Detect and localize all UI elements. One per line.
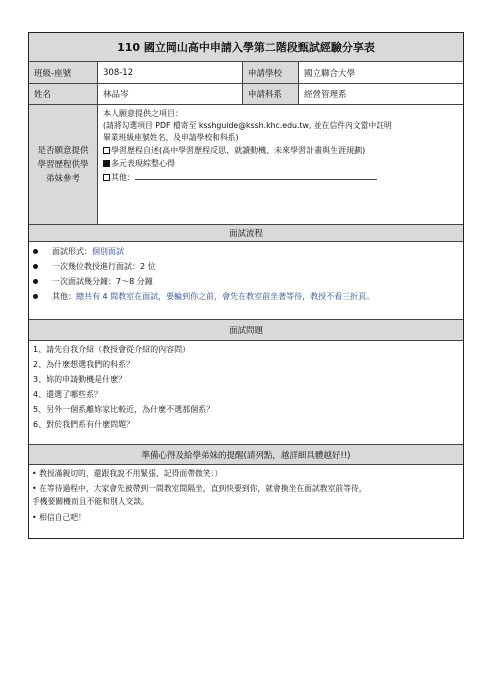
process-item-value: 7～8 分鐘: [116, 277, 153, 286]
tips-header-row: [29, 445, 463, 465]
option-learning-reflection-label: 學習歷程自述(高中學習歷程反思、就讀動機、未來學習計畫與生涯規劃): [111, 146, 366, 155]
tips-content: [29, 465, 463, 538]
provide-note-line-1: (請將勾選項目 PDF 檔寄至 ksshguide@kssh.khc.edu.tw, 並在信件內文當中註明: [103, 121, 392, 130]
process-item-label: 一次面試幾分鐘：: [52, 277, 116, 286]
tip-item-continued: 手機要關機而且不能和別人交談。: [32, 497, 149, 506]
process-header: 面試流程: [228, 229, 263, 239]
process-item: [33, 291, 374, 302]
option-diverse-performance[interactable]: [103, 158, 175, 170]
bullet-icon: [33, 264, 38, 269]
checkbox-empty-icon[interactable]: [103, 174, 110, 181]
process-item-label: 面試形式：: [52, 247, 92, 256]
process-item: [33, 261, 156, 272]
question-item: 3、妳的申請動機是什麼？: [33, 375, 127, 384]
process-header-row: [29, 225, 463, 242]
name-value: 林品岑: [98, 84, 243, 104]
option-learning-reflection[interactable]: [103, 145, 365, 157]
checkbox-checked-icon[interactable]: [103, 160, 110, 167]
questions-header: 面試問題: [228, 326, 263, 336]
process-item-value: 個別面試: [92, 247, 124, 256]
tip-item: • 在等待過程中，大家會先被帶到一間教室間隔坐，直到快要到你，就會換坐在面試教室前等待，: [32, 484, 367, 493]
bullet-icon: [33, 249, 38, 254]
provide-label-line-3: 弟妹參考: [45, 173, 80, 184]
question-item: 6、對於我們系有什麼問題？: [33, 420, 135, 429]
process-item-label: 一次幾位教授進行面試：: [52, 262, 140, 271]
info-row-class: [29, 62, 463, 84]
process-item: [33, 246, 124, 257]
questions-header-row: [29, 320, 463, 341]
form-title: 110 國立岡山高中申請入學第二階段甄試經驗分享表: [117, 41, 375, 54]
provide-label-line-2: 學習歷程供學: [37, 159, 89, 170]
school-value: 國立聯合大學: [304, 68, 356, 79]
tip-item: • 相信自己吧！: [32, 513, 86, 522]
option-other-label: 其他：: [111, 173, 135, 182]
question-item: 1、請先自我介紹（教授會從介紹的內容問）: [33, 345, 191, 354]
provide-intro: 本人願意提供之項目：: [103, 109, 183, 118]
provide-row: [29, 105, 463, 225]
questions-content: [29, 341, 463, 445]
process-content: [29, 242, 463, 320]
class-label: 班級-座號: [29, 62, 98, 83]
bullet-icon: [33, 294, 38, 299]
checkbox-empty-icon[interactable]: [103, 147, 110, 154]
provide-label: [29, 105, 98, 224]
provide-note-line-2: 畢業班級座號姓名、及申請學校和科系): [103, 133, 239, 142]
question-item: 4、還選了哪些系？: [33, 390, 103, 399]
question-item: 5、另外一個系離妳家比較近，為什麼不選那個系？: [33, 405, 215, 414]
question-item: 2、為什麼想選我們的科系？: [33, 360, 135, 369]
process-item-label: 其他：: [52, 292, 76, 301]
name-label: 姓名: [29, 84, 98, 104]
process-item: [33, 276, 153, 287]
process-item-value: 總共有 4 間教室在面試，要輪到你之前，會先在教室前坐著等待，教授不看三折頁。: [76, 292, 375, 301]
provide-content: [98, 105, 463, 224]
option-diverse-performance-label: 多元表現綜整心得: [111, 159, 175, 168]
info-row-name: [29, 84, 463, 105]
dept-value: 經營管理系: [304, 90, 347, 100]
bullet-icon: [33, 279, 38, 284]
class-value: 308-12: [98, 62, 243, 83]
school-label: 申請學校: [243, 62, 299, 83]
dept-label: 申請科系: [243, 84, 299, 104]
option-other[interactable]: [103, 171, 377, 184]
process-item-value: 2 位: [140, 262, 156, 271]
form-title-row: [29, 33, 463, 62]
tips-header: 準備心得及給學弟妹的提醒(請列點，越詳細具體越好!!): [141, 450, 351, 461]
tip-item: • 教授滿親切的，還跟我說不用緊張，記得面帶微笑：）: [32, 469, 223, 478]
other-underline: [135, 171, 377, 180]
provide-label-line-1: 是否願意提供: [37, 145, 89, 156]
experience-form: [28, 32, 464, 539]
